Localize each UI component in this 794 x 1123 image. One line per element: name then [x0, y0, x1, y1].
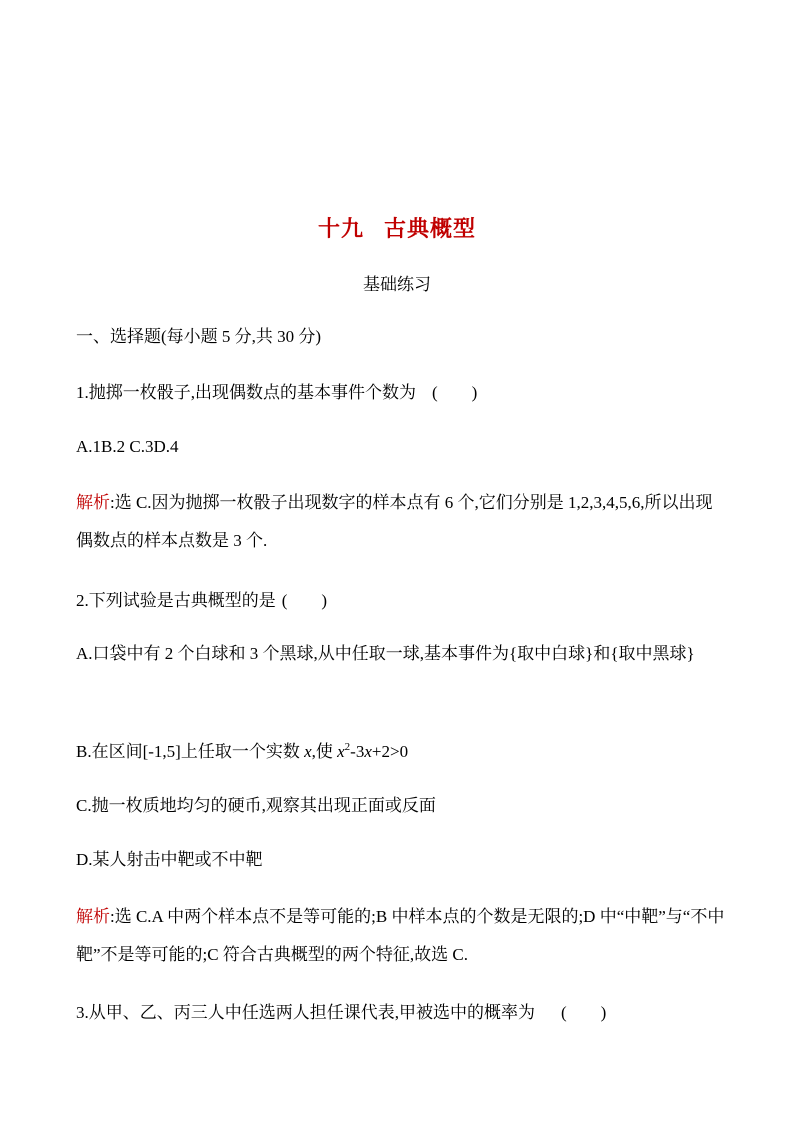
- question-2-stem: [76, 590, 726, 612]
- option-b-end: +2>0: [371, 742, 409, 761]
- option-b-text: B.在区间[-1,5]上任取一个实数: [76, 742, 305, 761]
- page-title: [0, 212, 794, 243]
- option-b-minus: -3: [350, 742, 365, 761]
- question-1-options: A.1B.2 C.3D.4: [76, 437, 179, 456]
- analysis-text: :选 C.因为抛掷一枚骰子出现数字的样本点有 6 个,它们分别是 1,2,3,4,5,6,所以出现偶数点的样本点数是 3 个.: [76, 493, 713, 550]
- analysis-label: 解析: [76, 493, 110, 513]
- question-2-option-d: D.某人射击中靶或不中靶: [76, 850, 263, 869]
- question-1-blank: ( ): [432, 383, 478, 402]
- option-b-variable: x: [304, 742, 312, 761]
- analysis-text: :选 C.A 中两个样本点不是等可能的;B 中样本点的个数是无限的;D 中“中靶”与“不中靶”不是等可能的;C 符合古典概型的两个特征,故选 C.: [76, 907, 725, 964]
- question-1-stem: [76, 382, 726, 404]
- section-heading: 一、选择题(每小题 5 分,共 30 分): [76, 327, 322, 346]
- analysis-label: 解析: [76, 907, 110, 927]
- question-2-option-c: C.抛一枚质地均匀的硬币,观察其出现正面或反面: [76, 796, 436, 815]
- question-2-blank: ( ): [281, 591, 328, 610]
- question-3-stem: [76, 1002, 726, 1024]
- option-b-x: x: [337, 742, 345, 761]
- title-topic: 古典概型: [384, 217, 477, 242]
- option-b-exponent: 2: [344, 741, 351, 753]
- question-2-option-a: A.口袋中有 2 个白球和 3 个黑球,从中任取一球,基本事件为{取中白球}和{取中黑球}: [76, 644, 695, 663]
- question-2-text: 2.下列试验是古典概型的是: [76, 591, 276, 610]
- question-2-analysis: [76, 898, 726, 973]
- option-b-x2: x: [364, 742, 372, 761]
- question-1-text: 1.抛掷一枚骰子,出现偶数点的基本事件个数为: [76, 383, 416, 402]
- page-subtitle: 基础练习: [363, 275, 431, 295]
- option-b-separator: ,使: [311, 742, 338, 761]
- title-number: 十九: [317, 217, 364, 242]
- question-3-blank: ( ): [561, 1003, 607, 1022]
- question-2-option-b: [76, 741, 726, 763]
- question-1-analysis: [76, 484, 726, 559]
- question-3-text: 3.从甲、乙、丙三人中任选两人担任课代表,甲被选中的概率为: [76, 1003, 535, 1022]
